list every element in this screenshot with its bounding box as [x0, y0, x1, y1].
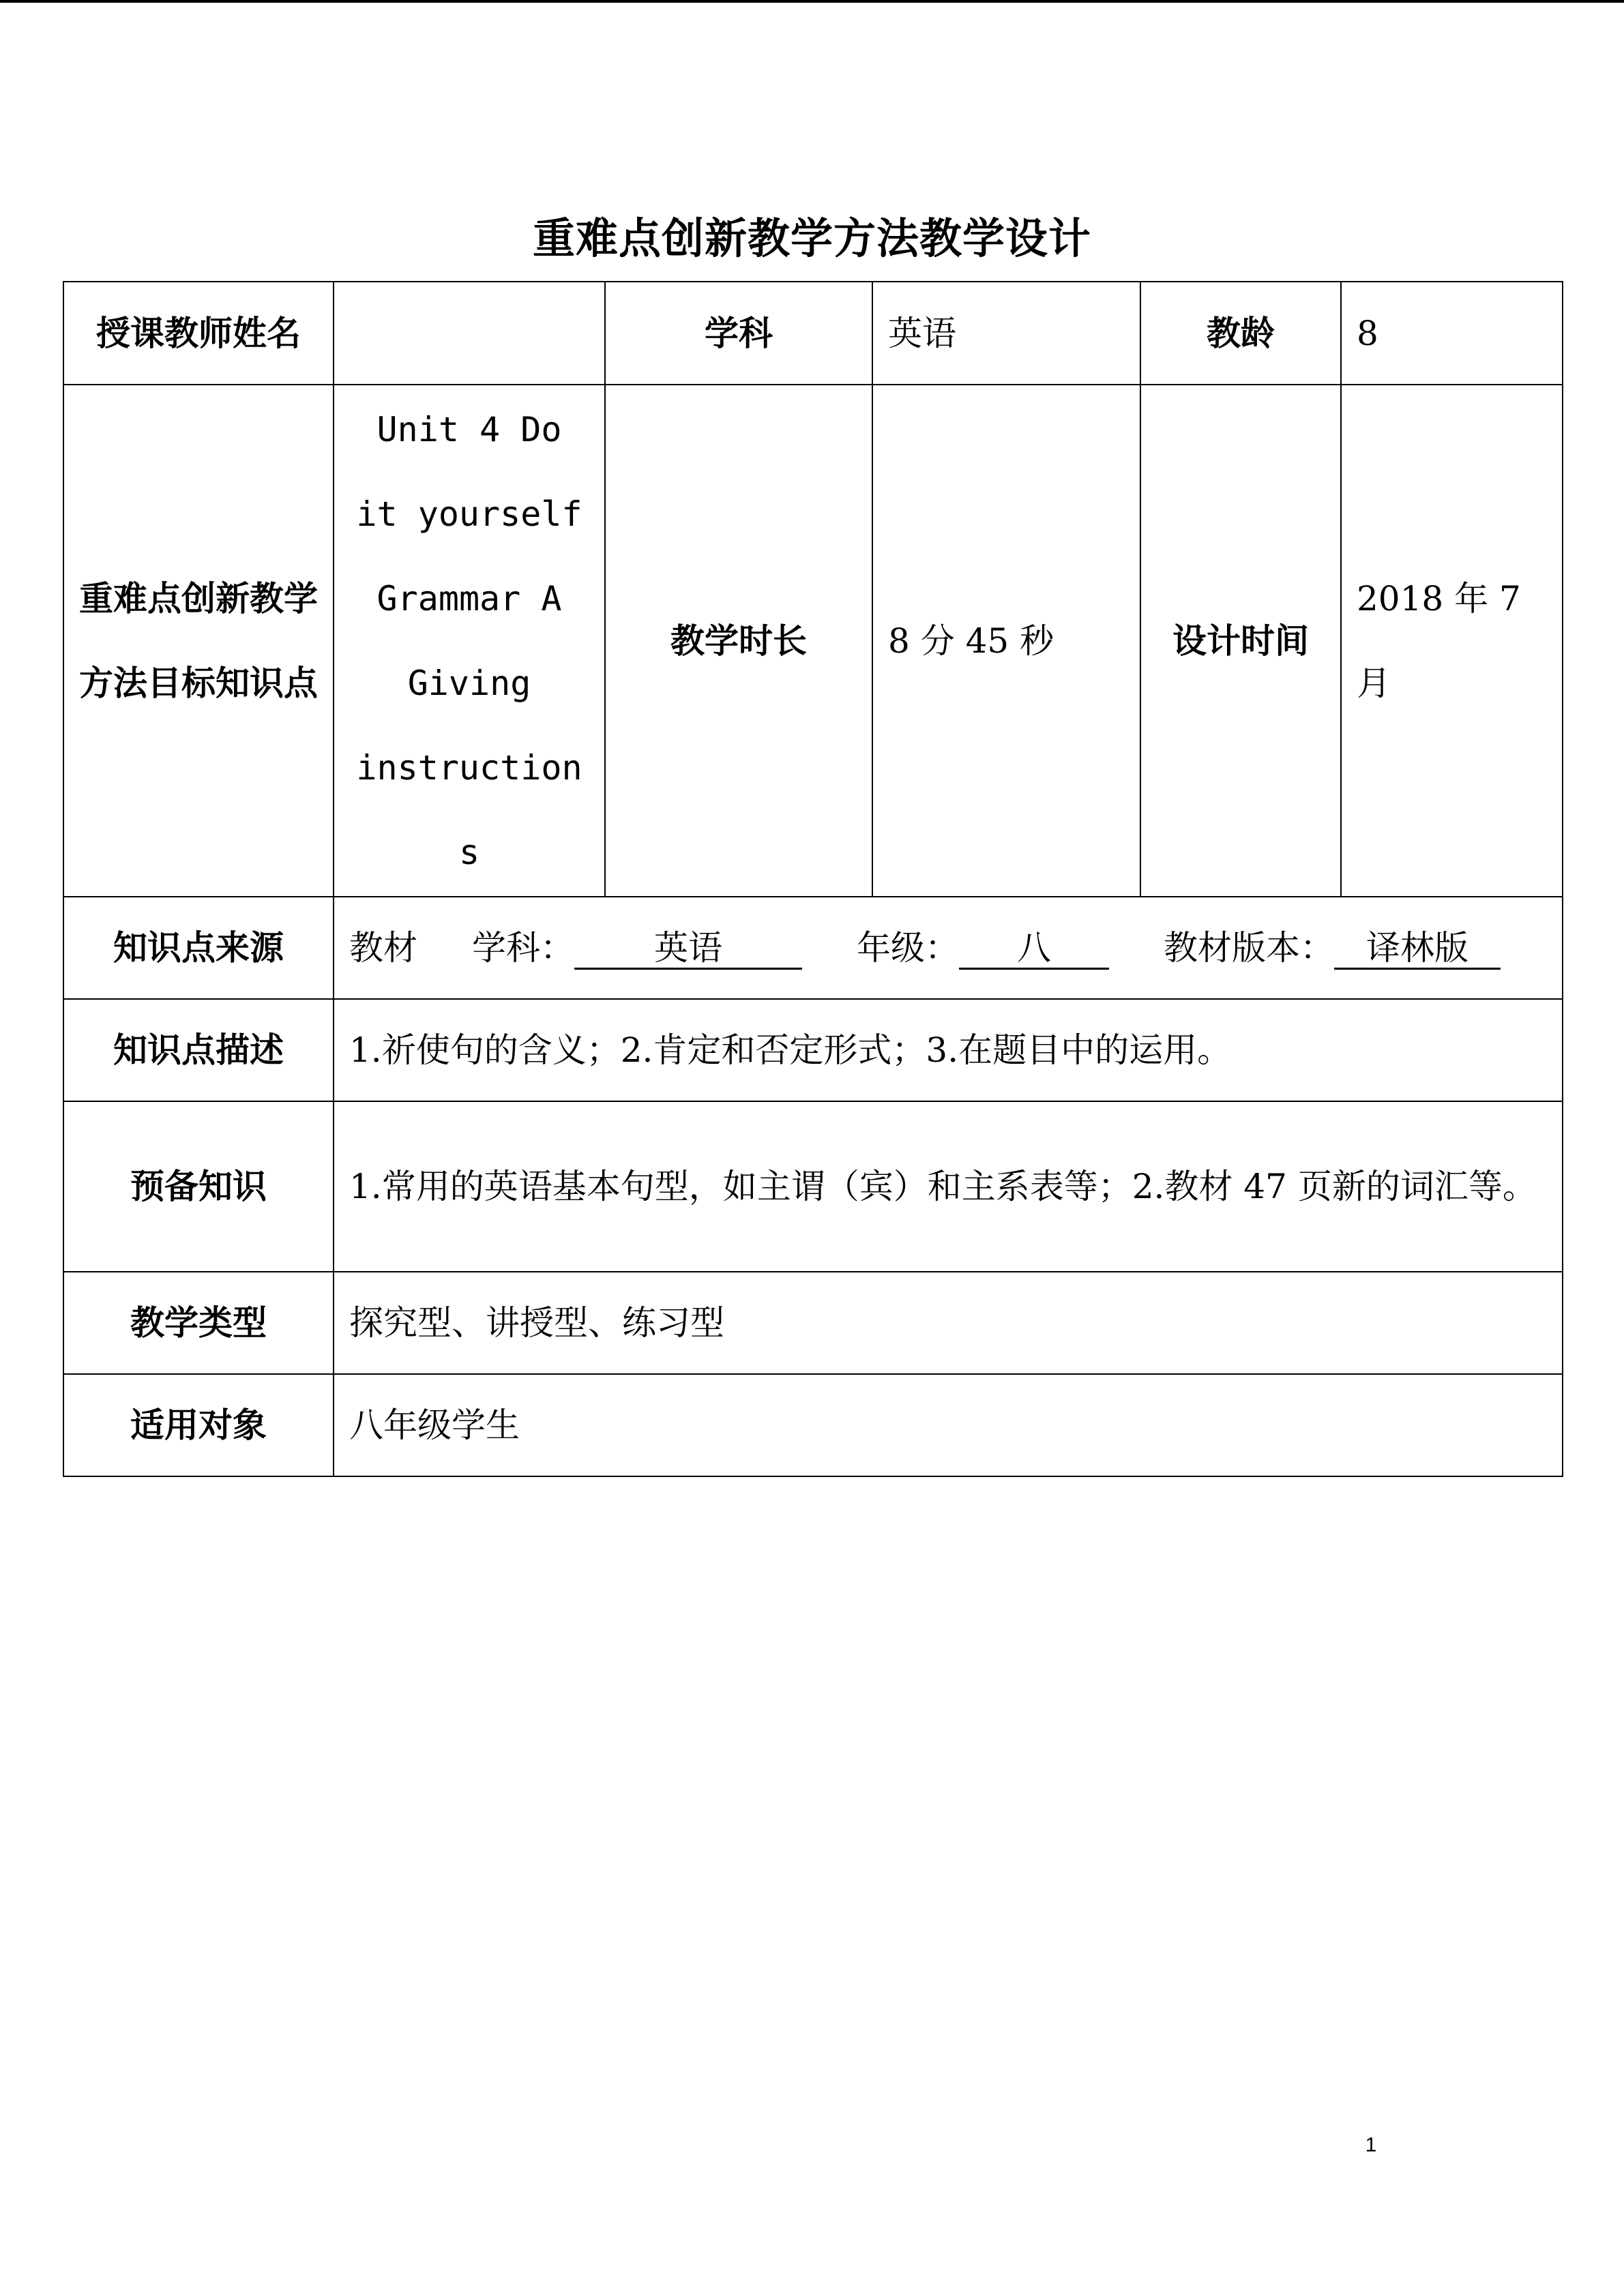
duration-label: 教学时长: [605, 385, 872, 897]
knowledge-description-value: 1.祈使句的含义；2.肯定和否定形式；3.在题目中的运用。: [334, 999, 1563, 1101]
table-row: [63, 999, 1563, 1101]
teacher-name-value: [334, 282, 605, 385]
knowledge-source-line: [349, 928, 1501, 968]
table-row: [63, 1101, 1563, 1272]
target-audience-label: 适用对象: [63, 1374, 334, 1476]
knowledge-description-label: 知识点描述: [63, 999, 334, 1101]
page-number: 1: [1365, 2134, 1377, 2156]
design-time-label: 设计时间: [1140, 385, 1341, 897]
knowledge-source-label: 知识点来源: [63, 897, 334, 999]
page-top-border: [0, 0, 1624, 3]
source-grade-prefix: 年级：: [857, 928, 959, 968]
table-row: [63, 282, 1563, 385]
source-grade: 八: [959, 928, 1109, 970]
target-knowledge-label: 重难点创新教学方法目标知识点: [63, 385, 334, 897]
source-material: 教材: [349, 928, 417, 968]
table-row: [63, 897, 1563, 999]
table-row: [63, 385, 1563, 897]
design-time-value: 2018 年 7 月: [1341, 385, 1563, 897]
duration-value: 8 分 45 秒: [872, 385, 1140, 897]
source-subject: 英语: [574, 928, 802, 970]
teaching-type-label: 教学类型: [63, 1272, 334, 1374]
knowledge-source-value: [334, 897, 1563, 999]
source-edition: 译林版: [1334, 928, 1501, 970]
design-table: [63, 281, 1563, 1477]
teacher-name-label: 授课教师姓名: [63, 282, 334, 385]
teaching-years-label: 教龄: [1140, 282, 1341, 385]
source-edition-prefix: 教材版本：: [1164, 928, 1334, 968]
teaching-years-value: 8: [1341, 282, 1563, 385]
subject-value: 英语: [872, 282, 1140, 385]
prerequisite-label: 预备知识: [63, 1101, 334, 1272]
prerequisite-value: 1.常用的英语基本句型，如主谓（宾）和主系表等；2.教材 47 页新的词汇等。: [334, 1101, 1563, 1272]
table-row: [63, 1374, 1563, 1476]
teaching-type-value: 探究型、讲授型、练习型: [334, 1272, 1563, 1374]
table-row: [63, 1272, 1563, 1374]
document-title: 重难点创新教学方法教学设计: [532, 213, 1091, 263]
subject-label: 学科: [605, 282, 872, 385]
target-knowledge-value: Unit 4 Do it yourself Grammar A Giving instructions: [334, 385, 605, 897]
target-audience-value: 八年级学生: [334, 1374, 1563, 1476]
source-subject-prefix: 学科：: [472, 928, 574, 968]
